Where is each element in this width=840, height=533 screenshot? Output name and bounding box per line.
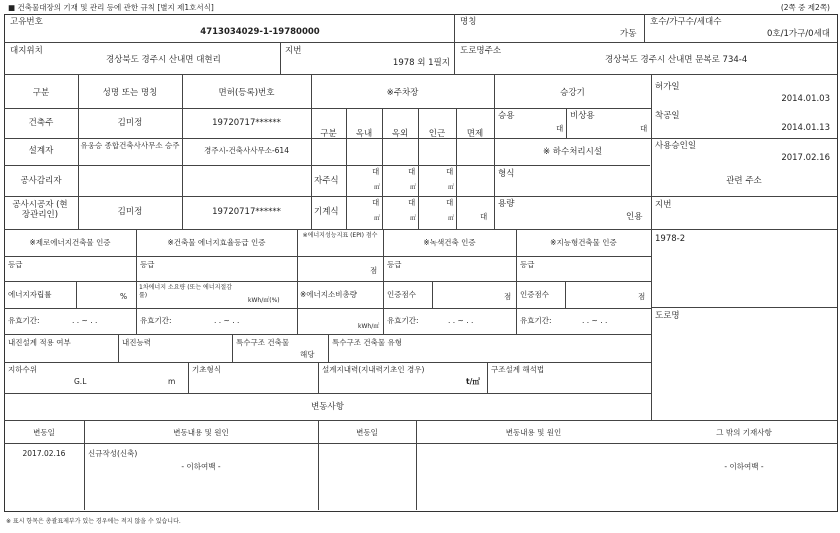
person-name: 김미정: [117, 118, 143, 128]
special-structure-label: 특수구조 건축물: [236, 338, 290, 347]
bearing-label: 설계지내력(지내력기초인 경우): [322, 365, 425, 374]
start-label: 착공일: [655, 111, 680, 121]
energy-cert-score-label: 인증점수: [387, 290, 416, 299]
name-label: 명칭: [460, 17, 477, 27]
special-structure-type-label: 특수구조 건축물 유형: [332, 338, 402, 347]
person-name: 김미정: [117, 207, 143, 217]
form-title: ■ 건축물대장의 기재 및 관리 등에 관한 규칙 [별지 제1호서식]: [8, 3, 214, 12]
analysis-label: 구조설계 해석법: [491, 365, 545, 374]
energy-grade-label: 등급: [140, 260, 155, 269]
name-value: 가동: [620, 29, 637, 39]
related-address-label: 관련 주소: [726, 176, 762, 186]
elevator-emergency: 비상용: [570, 111, 595, 121]
foundation-label: 기초형식: [192, 365, 221, 374]
parking-col-indoor: 옥내: [355, 129, 373, 139]
elevator-passenger: 승용: [498, 111, 515, 121]
sewage-title: ※ 하수처리시설: [542, 147, 603, 157]
unique-no: 4713034029-1-19780000: [200, 27, 320, 37]
sewage-capacity-label: 용량: [498, 199, 515, 209]
units-value: 0호/1가구/0세대: [766, 29, 830, 39]
energy-cert-score-label: 인증점수: [520, 290, 549, 299]
energy-valid-label: 유효기간:: [8, 316, 40, 325]
energy-valid-label: 유효기간:: [387, 316, 419, 325]
changes-header-date-2: 변동일: [356, 428, 378, 437]
energy-valid-dots: . . ~ . .: [72, 316, 98, 325]
unit-area: ㎡: [410, 215, 417, 222]
unit-count: 대: [408, 167, 416, 176]
parking-row-self: 자주식: [314, 176, 339, 186]
parking-col-label: 구분: [320, 129, 337, 139]
unit-count: 대: [372, 198, 380, 207]
energy-primary-label: 1차에너지 소요량 (또는 에너지절감률): [139, 284, 233, 299]
energy-consumption-label: ※에너지소비총량: [300, 290, 357, 299]
road-value: 경상북도 경주시 산내면 문복로 734-4: [605, 55, 748, 65]
footer-note: ※ 표시 항목은 총괄표제부가 있는 경우에는 적지 않을 수 있습니다.: [6, 518, 181, 525]
energy-pct-unit: %: [120, 292, 128, 301]
approve-date: 2017.02.16: [781, 153, 830, 163]
unit-count: 대: [372, 167, 380, 176]
site-value: 경상북도 경주시 산내면 대현리: [106, 55, 221, 65]
person-license: 19720717******: [212, 207, 281, 217]
energy-valid-dots: . . ~ . .: [214, 316, 240, 325]
energy-self-rate-label: 에너지자립률: [8, 290, 52, 299]
unit-area: ㎡: [410, 184, 417, 191]
energy-grade-label: 등급: [520, 260, 535, 269]
site-label: 대지위치: [10, 46, 43, 56]
bearing-unit: t/㎡: [466, 377, 480, 386]
changes-header-date: 변동일: [33, 428, 55, 437]
energy-kwh-unit: kWh/㎡(%): [248, 297, 280, 304]
sewage-capacity-unit: 인용: [626, 212, 643, 222]
energy-grade-label: 등급: [8, 260, 23, 269]
unit-count: 대: [480, 212, 488, 221]
start-date: 2014.01.13: [781, 123, 830, 133]
changes-header-other: 그 밖의 기재사항: [716, 428, 772, 437]
energy-kwh2-unit: kWh/㎡: [358, 323, 380, 330]
energy-score-unit: 점: [370, 266, 378, 275]
energy-score-unit: 점: [504, 292, 512, 301]
energy-valid-label: 유효기간:: [140, 316, 172, 325]
parking-col-nearby: 인근: [428, 129, 446, 139]
unique-no-label: 고유번호: [10, 17, 43, 27]
person-license: 19720717******: [212, 118, 281, 128]
related-road-label: 도로명: [655, 311, 680, 321]
energy-valid-label: 유효기간:: [520, 316, 552, 325]
energy-green-header: ※녹색건축 인증: [423, 238, 476, 247]
permit-label: 허가일: [655, 82, 680, 92]
parking-title: ※주차장: [386, 88, 419, 98]
elevator-unit: 대: [640, 124, 648, 133]
groundwater-label: 지하수위: [8, 365, 37, 374]
seismic-design-label: 내진설계 적용 여부: [8, 338, 71, 347]
seismic-capacity-label: 내진능력: [122, 338, 151, 347]
units-label: 호수/가구수/세대수: [650, 17, 722, 27]
persons-header-role: 구분: [32, 88, 50, 98]
unit-area: ㎡: [374, 184, 381, 191]
person-name: 유웅승 종합건축사사무소 승주: [80, 141, 180, 150]
permit-date: 2014.01.03: [781, 94, 830, 104]
unit-count: 대: [408, 198, 416, 207]
changes-header-content-2: 변동내용 및 원인: [505, 428, 562, 437]
elevator-title: 승강기: [560, 88, 585, 98]
parking-col-exempt: 면제: [466, 129, 484, 139]
energy-zero-header: ※제로에너지건축물 인증: [29, 238, 111, 247]
energy-valid-dots: . . ~ . .: [582, 316, 608, 325]
changes-header-content: 변동내용 및 원인: [173, 428, 229, 437]
unit-area: ㎡: [448, 184, 455, 191]
change-date: 2017.02.16: [22, 449, 66, 458]
sewage-type-label: 형식: [498, 169, 515, 179]
parking-col-outdoor: 옥외: [391, 129, 409, 139]
elevator-unit: 대: [556, 124, 564, 133]
change-blank: - 이하여백 -: [181, 462, 221, 471]
unit-count: 대: [446, 198, 454, 207]
approve-label: 사용승인일: [655, 141, 697, 151]
energy-valid-dots: . . ~ . .: [448, 316, 474, 325]
other-blank: - 이하여백 -: [724, 462, 764, 471]
persons-header-name: 성명 또는 명칭: [102, 88, 158, 98]
unit-area: ㎡: [374, 215, 381, 222]
energy-epi-header: ※에너지성능지표 (EPI) 점수: [302, 232, 378, 239]
related-lot-value: 1978-2: [655, 234, 686, 244]
energy-efficiency-header: ※건축물 에너지효율등급 인증: [167, 238, 266, 247]
road-label: 도로명주소: [460, 46, 502, 56]
energy-grade-label: 등급: [387, 260, 402, 269]
person-license: 경주시-건축사사무소-614: [204, 146, 289, 155]
page-indicator: (2쪽 중 제2쪽): [780, 3, 830, 12]
person-role: 설계자: [28, 146, 54, 156]
changes-title: 변동사항: [311, 402, 344, 412]
unit-count: 대: [446, 167, 454, 176]
related-lot-label: 지번: [655, 200, 672, 210]
lot-label: 지번: [285, 46, 302, 56]
energy-score-unit: 점: [638, 292, 646, 301]
lot-value: 1978 외 1필지: [392, 58, 450, 68]
person-role: 공사감리자: [20, 176, 62, 186]
change-content: 신규작성(신축): [88, 449, 138, 458]
groundwater-unit: m: [168, 377, 176, 386]
person-role: 건축주: [28, 118, 54, 128]
energy-smart-header: ※지능형건축물 인증: [550, 238, 617, 247]
parking-row-mech: 기계식: [314, 207, 339, 217]
groundwater-gl: G.L: [74, 377, 87, 386]
special-structure-applicable: 해당: [300, 350, 315, 359]
person-role: 공사시공자 (현장관리인): [12, 200, 68, 220]
persons-header-license: 면허(등록)번호: [218, 88, 275, 98]
unit-area: ㎡: [448, 215, 455, 222]
